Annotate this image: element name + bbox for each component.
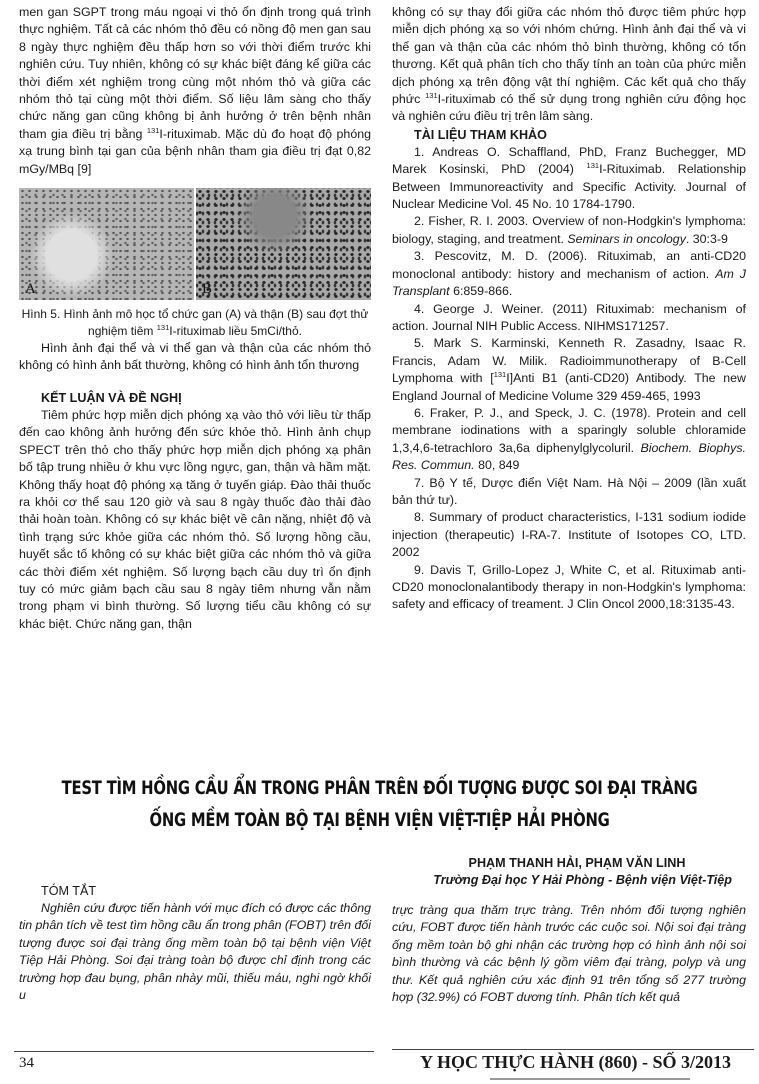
article-title [0,772,759,836]
text: I-rituximab có thể sử dụng trong nghiên cứu động học và nghiên cứu điều trị trên lâm sàng. [392,92,746,124]
superscript: 131 [146,125,160,135]
paragraph: Tiêm phức hợp miễn dịch phóng xạ vào thỏ với liều từ thấp đến cao không ảnh hưởng đến sức khỏe thỏ. Hình ảnh chụp SPECT trên thỏ cho thấy phức hợp miễn dịch phóng xạ phân bố tập trung nhiều ở khu vực lồng ngực, gan, thận và hầm mặt. Không thấy hoạt độ phóng xạ tăng ở tuyến giáp. Đào thải thuốc ra khỏi cơ thể sau 120 giờ và sau 8 ngày thuốc đào thải đào thải hoàn toàn. Không có sự khác biệt về cân nặng, nhiệt độ và tình trạng sức khỏe giữa các nhóm thỏ. Số lượng hồng cầu, huyết sắc tố không có sự khác biệt giữa các nhóm thỏ và giữa các thời điểm xét nghiệm. Số lượng bạch cầu duy trì ổn định tuy có mức giảm bạch cầu sau 8 ngày tiêm nhưng vẫn nằm trong phạm vi bình thường. Số lượng tiểu cầu không có sự khác biệt. Chức năng gan, thận [19,407,371,631]
left-column [19,4,371,633]
panel-label: A [25,280,36,297]
reference-item [392,213,746,248]
kidney-histology-image [196,188,371,300]
abstract-left [19,882,371,1004]
affiliation: Trường Đại học Y Hải Phòng - Bệnh viện Việt-Tiệp [433,873,732,887]
reference-item [392,248,746,300]
reference-text: 9. Davis T, Grillo-Lopez J, White C, et al. Rituximab anti-CD20 monoclonalantibody therapy in non-Hodgkin's lymphoma: safety and efficacy of treament. J Clin Oncol 2000,18:3135-43. [392,562,746,612]
text: không có sự thay đổi giữa các nhóm thỏ được tiêm phức hợp miễn dịch phóng xạ so với nhóm chứng. Hình ảnh đại thể và vi thể gan và thận của các nhóm thỏ bình thường, không có tổn thương. Kết quả phân tích cho thấy tính an toàn của phức miễn dịch phóng xạ trên động vật thí nghiệm. Các kết quả cho thấy phức [392,5,746,107]
footer-divider [14,1051,374,1052]
reference-text: 6. Fraker, P. J., and Speck, J. C. (1978). Protein and cell membrane iodinations with a sparingly soluble chloramide 1,3,4,6-tetrachloro 3a,6a diphenylglycoluril. [392,405,746,455]
reference-text: Am J Transplant [392,266,746,299]
histology-figure [19,188,371,300]
page-number: 34 [19,1055,34,1071]
superscript: 131 [425,91,438,101]
reference-text: Biochem. Biophys. Res. Commun. [392,440,746,473]
reference-text: 5. Mark S. Karminski, Kenneth R. Zasadny, Isaac R. Francis, Adam W. Milik. Radioimmunotherapy of B-Cell Lymphoma with [ [392,336,746,386]
reference-item [392,475,746,510]
reference-item [392,144,746,214]
reference-text: I-Rituximab. Relationship Between Immunoreactivity and Specific Activity. Journal of Nuclear Medicine Vol. 45 No. 10 1784-1790. [392,162,747,212]
author-block [392,855,732,889]
abstract-text: trực tràng qua thăm trực tràng. Trên nhóm đối tượng nghiên cứu, FOBT được tiến hành trước các cuộc soi. Nội soi đại tràng ống mềm toàn bộ ghi nhận các trường hợp có hình ảnh nội soi bình thường và các bệnh lý gồm viêm đại tràng, polyp và ung thư. Kết quả nghiên cứu xác định 91 trên tổng số 277 trường hợp (32.9%) có FOBT dương tính. Phân tích kết quả [392,903,746,1005]
title-line: TEST TÌM HỒNG CẦU ẨN TRONG PHÂN TRÊN ĐỐI TƯỢNG ĐƯỢC SOI ĐẠI TRÀNG [61,777,698,799]
reference-item [392,562,746,614]
reference-text: Seminars in oncology [567,231,686,246]
reference-text: I]Anti B1 (anti-CD20) Antibody. The new England Journal of Medicine Volume 329 459-465, 1993 [392,371,746,403]
title-line: ỐNG MỀM TOÀN BỘ TẠI BỆNH VIỆN VIỆT-TIỆP HẢI PHÒNG [149,809,610,831]
reference-text: . 30:3-9 [685,231,728,246]
reference-list [392,144,746,614]
abstract-heading: TÓM TẮT [41,884,97,898]
paragraph [392,4,746,126]
references-heading: TÀI LIỆU THAM KHẢO [414,127,547,142]
superscript: 131 [493,370,507,380]
reference-item [392,405,746,475]
abstract-right [392,902,746,1006]
text: men gan SGPT trong máu ngoại vi thỏ ổn định trong quá trình thực nghiệm. Tất cả các nhóm thỏ đều có nồng độ men gan sau 8 ngày thực nghiệm đều thấp hơn so với thời điểm trước khi nghiên cứu. Tuy nhiên, không có sự khác biệt đáng kể giữa các thời điểm xét nghiệm trong cùng một nhóm thỏ và giữa các nhóm thỏ tại cùng một thời điểm. Số liệu lâm sàng cho thấy chức năng gan cũng không bị ảnh hưởng ở trên bệnh nhân tham gia điều trị bằng [19,5,371,141]
panel-label: B [202,280,213,297]
reference-text: 2. Fisher, R. I. 2003. Overview of non-Hodgkin's lymphoma: biology, staging, and treatment. [392,214,746,246]
text: I-rituximab liều 5mCi/thỏ. [169,324,302,339]
reference-text: 6:859-866. [449,284,513,299]
section-heading: KẾT LUẬN VÀ ĐỀ NGHỊ [41,390,182,405]
journal-underline [490,1078,690,1080]
abstract-text: Nghiên cứu được tiến hành với mục đích có được các thông tin phân tích về test tìm hồng cầu ẩn trong phân (FOBT) trên đối tượng được soi đại tràng ống mềm toàn bộ tại bệnh viện Việt Tiệp Hải Phòng. Soi đại tràng toàn bộ được chỉ định trong các trường hợp đau bụng, phân nhày mũi, thiếu máu, nghi ngờ khối u [19,901,371,1003]
reference-text: 4. George J. Weiner. (2011) Rituximab: mechanism of action. Journal NIH Public Access. NIHMS171257. [392,301,746,333]
text: I-rituximab. Mặc dù đo hoạt độ phóng xạ trung bình tại gan của bệnh nhân tham gia điều trị đạt 0,82 mGy/MBq [9] [19,126,371,176]
reference-text: 8. Summary of product characteristics, I-131 sodium iodide injection (therapeutic) I-RA-7. Institute of Isotopes CO, LTD. 2002 [392,510,746,560]
liver-histology-image [19,188,194,300]
figure-caption [19,306,371,340]
reference-item [392,509,746,561]
right-column [392,4,746,614]
journal-name: Y HỌC THỰC HÀNH (860) - SỐ 3/2013 [420,1052,731,1072]
reference-text: 7. Bộ Y tế, Dược điển Việt Nam. Hà Nội – 2009 (lần xuất bản thứ tư). [392,475,746,507]
reference-text: 80, 849 [474,458,520,473]
superscript: 131 [156,323,170,333]
reference-item [392,335,746,405]
authors: PHẠM THANH HẢI, PHẠM VĂN LINH [468,856,686,870]
paragraph [19,4,371,178]
footer-divider [392,1049,754,1050]
superscript: 131 [586,161,600,171]
reference-text: 3. Pescovitz, M. D. (2006). Rituximab, an anti-CD20 monoclonal antibody: history and mechanism of action. [392,249,746,281]
reference-item [392,301,746,336]
reference-text: 1. Andreas O. Schaffland, PhD, Franz Buchegger, MD Marek Kosinski, PhD (2004) [392,144,746,177]
text: Hình 5. Hình ảnh mô học tổ chức gan (A) và thận (B) sau đợt thử nghiệm tiêm [21,307,369,339]
paragraph: Hình ảnh đại thể và vi thể gan và thận của các nhóm thỏ không có hình ảnh bất thường, không có hình ảnh tổn thương [19,341,371,373]
